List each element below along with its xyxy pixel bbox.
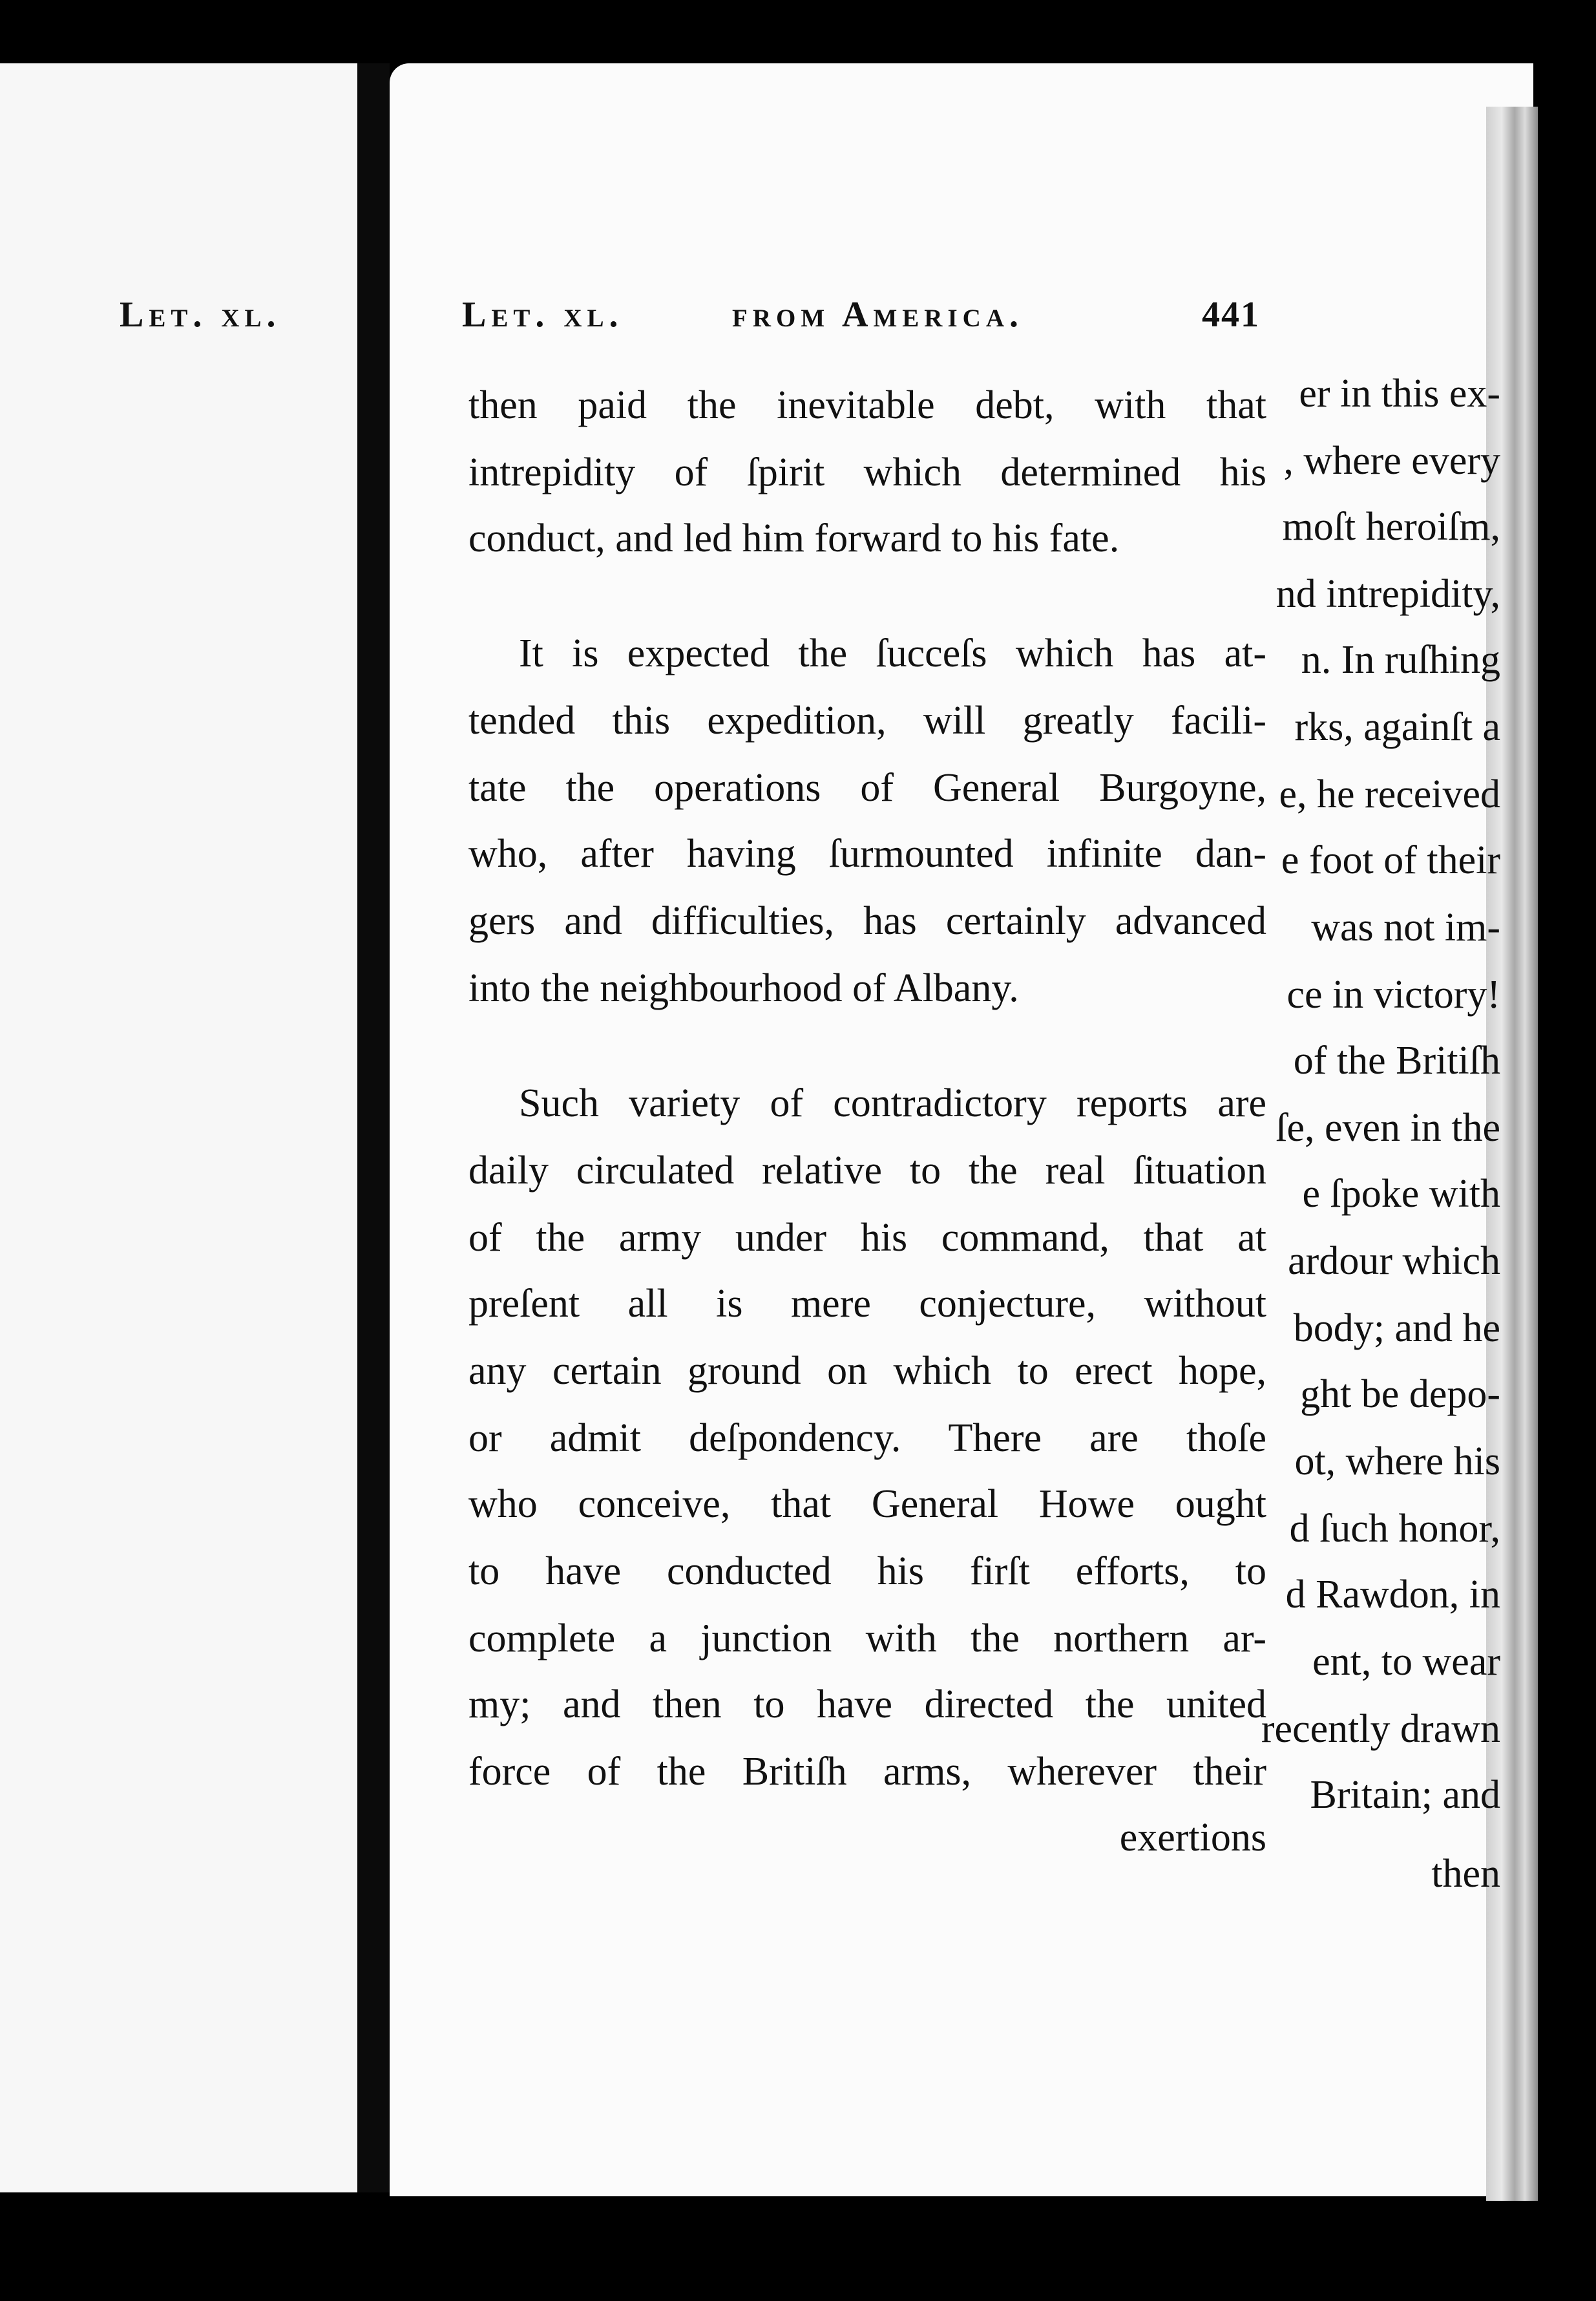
text-line: of the Britiſh xyxy=(1293,1039,1500,1083)
right-running-head-title: from America. xyxy=(732,295,1024,335)
text-line: body; and he xyxy=(1293,1306,1500,1350)
text-line: was not im- xyxy=(1311,906,1500,949)
text-line: my; and then to have directed the united xyxy=(468,1682,1266,1726)
text-line: Britain; and xyxy=(1310,1773,1500,1817)
text-line: n. In ruſhing xyxy=(1301,638,1500,682)
text-line: tate the operations of General Burgoyne, xyxy=(468,766,1266,810)
text-line: d ſuch honor, xyxy=(1289,1507,1500,1551)
text-line: ce in victory! xyxy=(1286,973,1500,1017)
right-page-text xyxy=(390,0,1533,2301)
text-line: nd intrepidity, xyxy=(1276,572,1500,616)
text-line: e ſpoke with xyxy=(1302,1172,1500,1216)
text-line: d Rawdon, in xyxy=(1285,1573,1500,1617)
text-line: e foot of their xyxy=(1281,838,1500,882)
text-line: recently drawn xyxy=(1261,1707,1500,1751)
left-page xyxy=(0,63,357,2192)
text-line: ght be depo- xyxy=(1300,1372,1500,1416)
text-line: of the army under his command, that at xyxy=(468,1216,1266,1260)
catchword: then xyxy=(1431,1852,1500,1896)
right-running-head-letter: Let. xl. xyxy=(462,295,624,335)
text-line: ſe, even in the xyxy=(1276,1106,1500,1150)
text-line: into the neighbourhood of Albany. xyxy=(468,966,1019,1010)
text-line: complete a junction with the northern ar- xyxy=(468,1617,1266,1660)
text-line: er in this ex- xyxy=(1299,372,1500,416)
text-line: who conceive, that General Howe ought xyxy=(468,1482,1266,1526)
text-line: conduct, and led him forward to his fate. xyxy=(468,516,1120,560)
text-line: It is expected the ſucceſs which has at- xyxy=(519,631,1266,675)
text-line: to have conducted his firſt efforts, to xyxy=(468,1549,1266,1593)
catchword: exertions xyxy=(1119,1816,1266,1860)
text-line: e, he received xyxy=(1279,772,1500,816)
text-line: daily circulated relative to the real ſituation xyxy=(468,1149,1266,1193)
text-line: moſt heroiſm, xyxy=(1282,505,1500,549)
text-line: ot, where his xyxy=(1294,1439,1500,1483)
text-line: any certain ground on which to erect hope, xyxy=(468,1349,1266,1393)
page-number: 441 xyxy=(1202,295,1260,335)
left-running-head: Let. xl. xyxy=(120,295,281,335)
text-line: Such variety of contradictory reports are xyxy=(519,1081,1266,1125)
text-line: ardour which xyxy=(1288,1239,1500,1283)
text-line: gers and difficulties, has certainly advanced xyxy=(468,899,1266,943)
text-line: preſent all is mere conjecture, without xyxy=(468,1282,1266,1326)
text-line: ent, to wear xyxy=(1312,1640,1500,1684)
text-line: tended this expedition, will greatly facili- xyxy=(468,699,1266,743)
text-line: rks, againſt a xyxy=(1294,705,1500,749)
text-line: intrepidity of ſpirit which determined his xyxy=(468,451,1266,494)
text-line: then paid the inevitable debt, with that xyxy=(468,383,1266,427)
book-gutter xyxy=(357,63,390,2192)
text-line: or admit deſpondency. There are thoſe xyxy=(468,1416,1266,1460)
text-line: force of the Britiſh arms, wherever their xyxy=(468,1750,1266,1794)
text-line: who, after having ſurmounted infinite dan- xyxy=(468,832,1266,876)
text-line: , where every xyxy=(1283,439,1500,483)
